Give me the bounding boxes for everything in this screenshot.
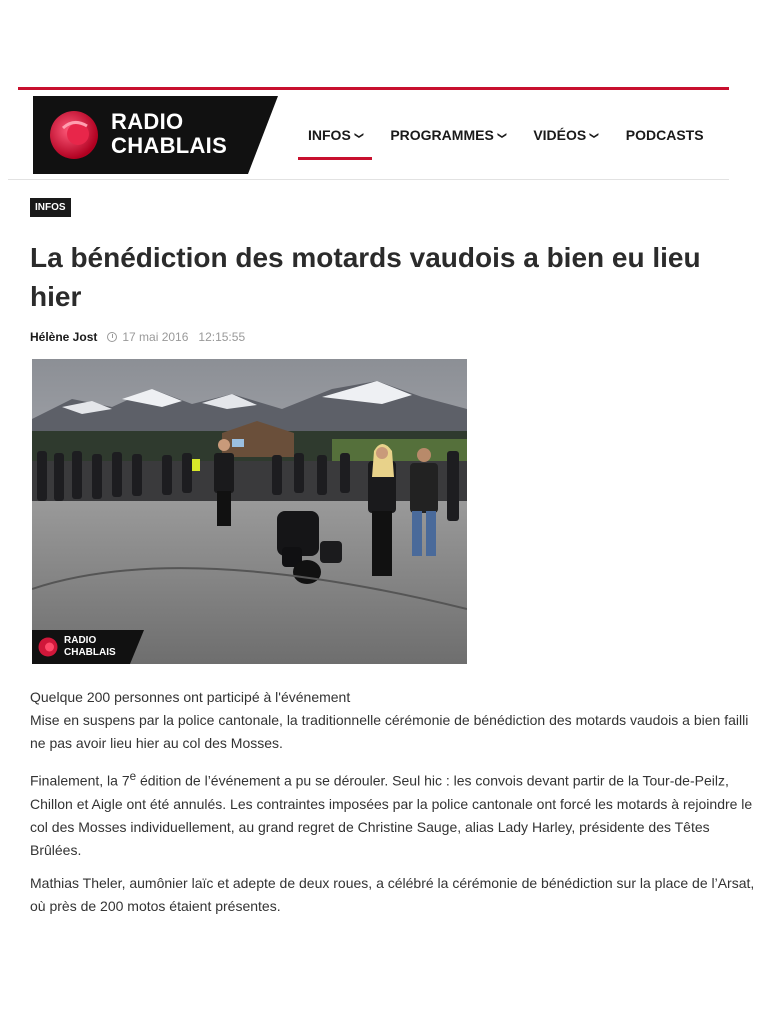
logo-wordmark [111, 110, 227, 158]
article-title: La bénédiction des motards vaudois a bien eu lieu hier [30, 242, 701, 312]
paragraph-2-mid: édition de l’événement a pu se dérouler. Seul hic : les convois devant partir de la Tour-de-Peilz, Chillon et Aigle ont été annulés. [30, 772, 729, 812]
article-time: 12:15:55 [198, 330, 246, 344]
chevron-down-icon: ❯ [589, 131, 600, 139]
image-watermark-logo [32, 630, 144, 664]
paragraph-2-end: Les contraintes imposées par la police cantonale ont forcé les motards à rejoindre le col des Mosses individuellement, au grand regret de Christine Sauge, alias Lady Harley, présidente des Têtes Brûlées. [30, 795, 753, 858]
clock-icon [107, 332, 117, 342]
chevron-down-icon: ❯ [497, 131, 508, 139]
article-paragraph-1: Mise en suspens par la police cantonale, la traditionnelle cérémonie de bénédiction des motards vaudois a bien failli ne pas avoir lieu hier au col des Mosses. [30, 712, 749, 751]
main-navigation [308, 90, 732, 180]
logo-line-2: CHABLAIS [111, 133, 228, 158]
article-lead: Quelque 200 personnes ont participé à l'événement [30, 689, 351, 705]
article-paragraph-2 [30, 765, 755, 862]
ordinal-suffix: e [129, 770, 137, 783]
site-header [8, 90, 729, 180]
watermark-line-1: RADIO [64, 635, 97, 646]
watermark-line-2: CHABLAIS [64, 647, 116, 658]
category-badge[interactable]: INFOS [30, 198, 71, 217]
logo-line-1: RADIO [111, 109, 184, 134]
watermark-wordmark [64, 635, 116, 659]
nav-label: VIDÉOS [533, 127, 587, 143]
nav-label: PROGRAMMES [390, 127, 494, 143]
article-image [32, 359, 467, 664]
nav-item-infos[interactable] [308, 90, 365, 180]
nav-item-programmes[interactable] [390, 90, 508, 180]
radio-chablais-logo-icon [38, 637, 58, 657]
article-author[interactable]: Hélène Jost [30, 330, 98, 344]
site-logo[interactable] [33, 96, 278, 174]
paragraph-2-prefix: Finalement, la 7 [30, 772, 130, 789]
nav-label: PODCASTS [625, 127, 704, 143]
article-body [30, 686, 755, 928]
nav-item-podcasts[interactable] [626, 90, 704, 180]
chevron-down-icon: ❯ [354, 131, 365, 139]
nav-item-videos[interactable] [533, 90, 600, 180]
article-meta [30, 330, 245, 344]
article-date: 17 mai 2016 [122, 330, 189, 344]
article-paragraph-3: Mathias Theler, aumônier laïc et adepte de deux roues, a célébré la cérémonie de bénédiction sur la place de l’Arsat, où près de 200 motos étaient présentes. [30, 874, 755, 914]
nav-label: INFOS [308, 127, 351, 143]
photo-scene [32, 359, 467, 664]
radio-chablais-logo-icon [49, 110, 99, 160]
